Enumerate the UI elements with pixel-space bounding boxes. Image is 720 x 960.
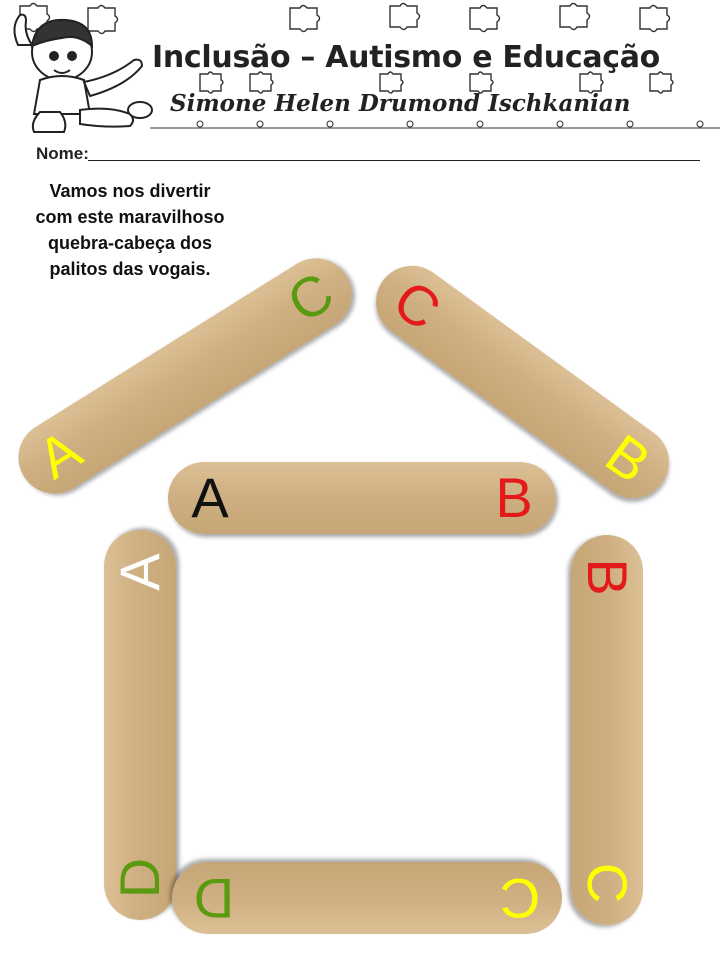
instructions-text: Vamos nos divertir com este maravilhoso quebra-cabeça dos palitos das vogais. <box>35 181 225 279</box>
name-label: Nome: <box>36 144 89 163</box>
stick-letter: B <box>576 558 639 596</box>
stick-top-middle[interactable] <box>168 462 556 534</box>
author-name: Simone Helen Drumond Ischkanian <box>170 90 631 117</box>
stick-letter: A <box>26 417 92 491</box>
stick-letter: D <box>108 857 171 899</box>
stick-letter: A <box>191 466 229 529</box>
stick-letter: B <box>594 421 662 495</box>
name-input-line[interactable] <box>88 160 700 161</box>
child-cartoon-illustration <box>0 0 160 135</box>
stick-letter: C <box>276 259 345 335</box>
stick-right-wall[interactable] <box>571 535 643 925</box>
stick-letter: C <box>382 267 453 343</box>
stick-letter: C <box>499 867 541 930</box>
stick-left-wall[interactable] <box>104 530 176 920</box>
stick-letter: A <box>108 553 171 591</box>
stick-floor[interactable] <box>172 862 562 934</box>
page-title: Inclusão – Autismo e Educação <box>152 40 660 75</box>
header-banner <box>0 0 720 140</box>
stick-letter: B <box>495 466 533 529</box>
stick-letter: C <box>576 862 639 904</box>
stick-letter: D <box>193 867 235 930</box>
